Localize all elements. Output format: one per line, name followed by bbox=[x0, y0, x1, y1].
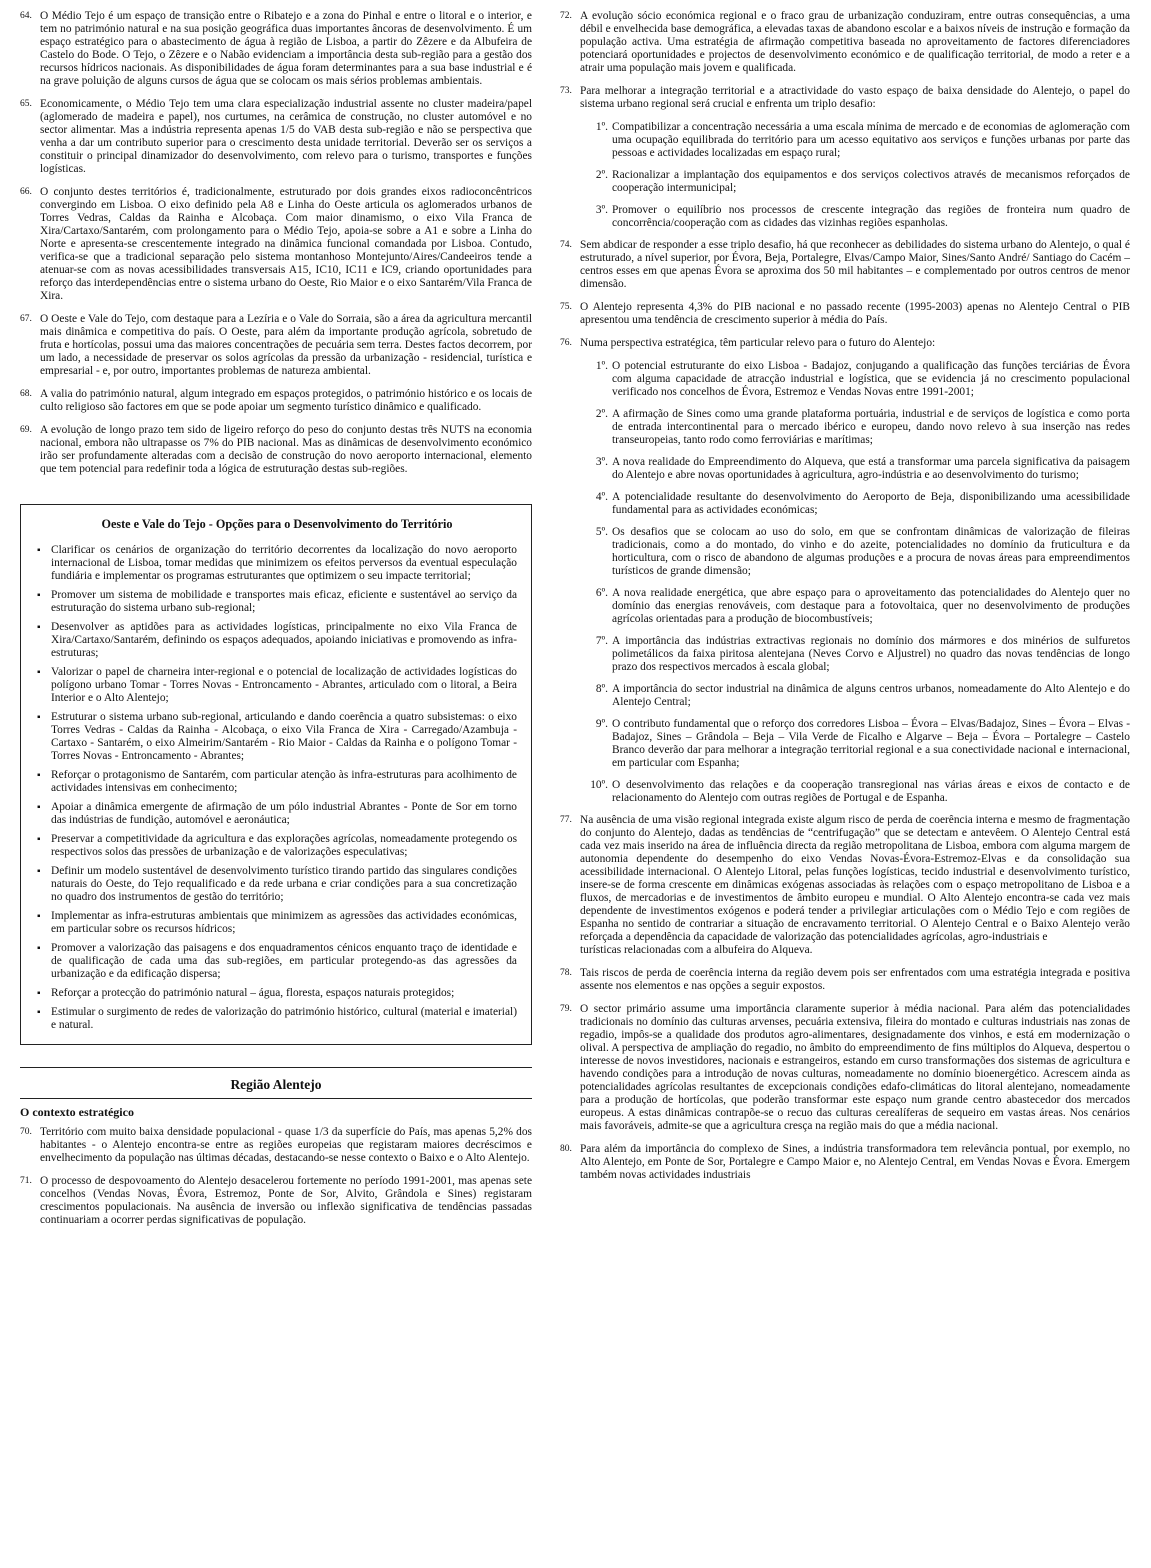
list-item-number: 8º. bbox=[595, 683, 608, 695]
section-divider bbox=[20, 1067, 532, 1068]
list-item-number: 2º. bbox=[595, 408, 608, 420]
right-column bbox=[560, 10, 1130, 1192]
box-bullet-item: ▪ Implementar as infra-estruturas ambientais que minimizem as agressões das actividades económicas, em particular sobre os recursos hídricos; bbox=[37, 910, 517, 936]
paragraph-number: 65. bbox=[20, 99, 32, 109]
paragraph-number: 67. bbox=[20, 314, 32, 324]
list-item bbox=[574, 683, 1130, 709]
paragraph-78 bbox=[560, 967, 1130, 993]
paragraph-text: Para além da importância do complexo de Sines, a indústria transformadora tem relevância pontual, por exemplo, no Alto Alentejo, em Ponte de Sor, Portalegre e Campo Maior e, no Alentejo Central, em Vendas Novas e Évora. Emergem também novas actividades industriais bbox=[580, 1143, 1130, 1181]
paragraph-text: Território com muito baixa densidade populacional - quase 1/3 da superfície do País, mas apenas 5,2% dos habitantes - o Alentejo encontra-se entre as regiões europeias que registaram maiores decréscimos e envelhecimento da população nas últimas décadas, destacando-se nesse contexto o Baixo e o Alto Alentejo. bbox=[40, 1126, 532, 1164]
box-title: Oeste e Vale do Tejo - Opções para o Desenvolvimento do Território bbox=[101, 517, 453, 531]
paragraph-number: 69. bbox=[20, 425, 32, 435]
paragraph-number: 77. bbox=[560, 815, 572, 825]
list-item-number: 2º. bbox=[595, 169, 608, 181]
box-bullet-item: ▪ Apoiar a dinâmica emergente de afirmação de um pólo industrial Abrantes - Ponte de Sor em torno das indústrias de fundição, automóvel e aeronáutica; bbox=[37, 801, 517, 827]
list-item-text: A importância das indústrias extractivas regionais no domínio dos mármores e dos minérios de sulfuretos polimetálicos da faixa piritosa alentejana (Neves Corvo e Aljustrel) no quadro das novas tendências de longo prazo dos respectivos mercados à escala global; bbox=[612, 635, 1130, 673]
list-item bbox=[574, 360, 1130, 399]
paragraph-75 bbox=[560, 301, 1130, 327]
left-paragraphs-2 bbox=[20, 1126, 532, 1227]
paragraph-text: Numa perspectiva estratégica, têm particular relevo para o futuro do Alentejo: bbox=[580, 337, 936, 349]
list-item bbox=[574, 456, 1130, 482]
paragraph-65 bbox=[20, 98, 532, 176]
list-item-text: Promover o equilíbrio nos processos de crescente integração das regiões de fronteira num quadro de concorrência/cooperação com as cidades das vizinhas regiões espanholas. bbox=[612, 204, 1130, 229]
paragraph-text: O Médio Tejo é um espaço de transição entre o Ribatejo e a zona do Pinhal e entre o litoral e o interior, e tem no património natural e na sua posição geográfica duas importantes âncoras de desenvolvimento. É um espaço estratégico para o abastecimento de água à região de Lisboa, a partir do Zêzere e da Albufeira de Castelo do Bode. O Tejo, o Zêzere e o Nabão evidenciam a importância desta sub-região para a gestão dos recursos hídricos nacionais. As disponibilidades de água foram determinantes para a sua base industrial e é na grave poluição de alguns cursos de água que se colocam os mais sérios problemas ambientais. bbox=[40, 10, 532, 87]
box-bullet-item: ▪ Promover a valorização das paisagens e dos enquadramentos cénicos enquanto traço de identidade e de qualificação de cada uma das sub-regiões, em particular protegendo-as das agressões da urbanização e da edificação dispersa; bbox=[37, 942, 517, 981]
list-item-number: 6º. bbox=[595, 587, 608, 599]
paragraph-text: O Oeste e Vale do Tejo, com destaque para a Lezíria e o Vale do Sorraia, são a área da agricultura mercantil mais dinâmica e competitiva do país. O Oeste, para além da importante produção agrícola, sobretudo de fruta e hortícolas, possui uma das maiores concentrações de pecuária sem terra. Destes factos decorrem, por um lado, a necessidade de preservar os solos agrícolas da pressão da urbanização - residencial, turística e empresarial - e, por outro, importantes problemas de natureza ambiental. bbox=[40, 313, 532, 377]
list-item-number: 3º. bbox=[595, 204, 608, 216]
paragraph-69 bbox=[20, 424, 532, 476]
paragraph-74 bbox=[560, 239, 1130, 291]
list-item bbox=[574, 204, 1130, 230]
paragraph-text: A evolução de longo prazo tem sido de ligeiro reforço do peso do conjunto destas três NUTS na economia nacional, embora não ultrapasse os 7% do PIB nacional. Mas as dinâmicas de desenvolvimento económico irão ser profundamente alteradas com a decisão de construção do novo aeroporto internacional, elemento que tem potencial para redefinir toda a lógica de estruturação destas sub-regiões. bbox=[40, 424, 532, 475]
section-subtitle: O contexto estratégico bbox=[20, 1098, 532, 1120]
box-bullet-item: ▪ Estruturar o sistema urbano sub-regional, articulando e dando coerência a quatro subsistemas: o eixo Torres Vedras - Caldas da Rainha - Alcobaça, o eixo Vila Franca de Xira - Carregado/Azambuja - Cartaxo - Santarém, o eixo Almeirim/Santarém - Rio Maior - Caldas da Rainha e o polígono Tomar - Torres Novas - Entroncamento - Abrantes; bbox=[37, 711, 517, 763]
paragraph-text: O conjunto destes territórios é, tradicionalmente, estruturado por dois grandes eixos radioconcêntricos convergindo em Lisboa. O eixo definido pela A8 e Linha do Oeste articula os aglomerados urbanos de Torres Vedras, Caldas da Rainha e Alcobaça. Com maior dinamismo, o eixo Vila Franca de Xira/Cartaxo/Santarém, com prolongamento para o Médio Tejo, apoia-se sobre a A1 e sobre a Linha do Norte e apresenta-se crescentemente integrado na dinâmica funcional comandada por Lisboa. Contudo, verifica-se que a tradicional separação pelo sistema montanhoso Montejunto/Aires/Candeeiros tende a atenuar-se com as novas acessibilidades transversais A15, IC10, IC11 e IC9, criando oportunidades para reforço das interdependências entre o sistema urbano do Oeste, Rio Maior e o eixo Santarém/Vila Franca de Xira. bbox=[40, 186, 532, 302]
list-item-text: A nova realidade energética, que abre espaço para o aproveitamento das potencialidades do Alentejo quer no domínio das energias renováveis, com destaque para a fotovoltaica, quer no desenvolvimento de produções agrícolas orientadas para a produção de biocombustíveis; bbox=[612, 587, 1130, 625]
paragraph-79 bbox=[560, 1003, 1130, 1133]
paragraph-66 bbox=[20, 186, 532, 303]
list-item-number: 4º. bbox=[595, 491, 608, 503]
paragraph-number: 72. bbox=[560, 11, 572, 21]
box-bullet-item: ▪ Clarificar os cenários de organização do território decorrentes da localização do novo aeroporto internacional de Lisboa, tomar medidas que minimizem os efeitos perversos da eventual especulação fundiária e implementar os programas estruturantes que optimizem o seu impacte territorial; bbox=[37, 544, 517, 583]
list-item bbox=[574, 408, 1130, 447]
paragraph-number: 76. bbox=[560, 338, 572, 348]
paragraph-text: O Alentejo representa 4,3% do PIB nacional e no passado recente (1995-2003) apenas no Alentejo Central o PIB apresentou uma tendência de crescimento superior à média do País. bbox=[580, 301, 1130, 326]
paragraph-number: 74. bbox=[560, 240, 572, 250]
list-item-text: A afirmação de Sines como uma grande plataforma portuária, industrial e de serviços de logística e como porta de entrada intercontinental para o mercado ibérico e europeu, dando novo relevo à sua inserção nas redes transeuropeias, tanto rodo como ferroviárias e marítimas; bbox=[612, 408, 1130, 446]
paragraph-67 bbox=[20, 313, 532, 378]
box-bullet-item: ▪ Desenvolver as aptidões para as actividades logísticas, principalmente no eixo Vila Franca de Xira/Cartaxo/Santarém, definindo os espaços adequados, apoiando iniciativas e promovendo as infra-estruturas; bbox=[37, 621, 517, 660]
paragraph-number: 79. bbox=[560, 1004, 572, 1014]
list-item bbox=[574, 526, 1130, 578]
left-paragraphs bbox=[20, 10, 532, 476]
list-item-text: A importância do sector industrial na dinâmica de alguns centros urbanos, nomeadamente do Alto Alentejo e do Alentejo Central; bbox=[612, 683, 1130, 708]
list-item bbox=[574, 121, 1130, 160]
paragraph-77 bbox=[560, 814, 1130, 957]
box-bullet-item: ▪ Preservar a competitividade da agricultura e das explorações agrícolas, nomeadamente protegendo os respectivos solos das pressões de urbanização e de valorizações especulativas; bbox=[37, 833, 517, 859]
list-item-number: 10º. bbox=[590, 779, 608, 791]
section-title: Região Alentejo bbox=[230, 1077, 322, 1092]
paragraph-number: 78. bbox=[560, 968, 572, 978]
list-item bbox=[574, 718, 1130, 770]
list-item-text: Racionalizar a implantação dos equipamentos e dos serviços colectivos através de mecanismos reforçados de cooperação intermunicipal; bbox=[612, 169, 1130, 194]
list-item-text: Compatibilizar a concentração necessária a uma escala mínima de mercado e de economias de aglomeração com uma ocupação equilibrada do território para um acesso equitativo aos serviços e funções urbanas por parte das pessoas e actividades localizadas em espaço rural; bbox=[612, 121, 1130, 159]
list-item-number: 5º. bbox=[595, 526, 608, 538]
list-item-text: O desenvolvimento das relações e da cooperação transregional nas várias áreas e eixos de contacto e de relacionamento do Alentejo com outras regiões de Portugal e de Espanha. bbox=[612, 779, 1130, 804]
paragraph-number: 68. bbox=[20, 389, 32, 399]
paragraph-text: O processo de despovoamento do Alentejo desacelerou fortemente no período 1991-2001, mas apenas sete concelhos (Vendas Novas, Évora, Estremoz, Ponte de Sor, Alvito, Grândola e Sines) registaram crescimentos populacionais. Na ausência de inversão ou inflexão significativa de tendências passadas continuariam a ocorrer perdas significativas de população. bbox=[40, 1175, 532, 1226]
paragraph-number: 64. bbox=[20, 11, 32, 21]
paragraph-text: A valia do património natural, algum integrado em espaços protegidos, o património histórico e os locais de culto religioso são factores em que se pode apoiar um segmento turístico dinâmico e qualificado. bbox=[40, 388, 532, 413]
paragraph-73-items bbox=[560, 121, 1130, 230]
list-item bbox=[574, 587, 1130, 626]
list-item bbox=[574, 635, 1130, 674]
box-bullet-item: ▪ Reforçar a protecção do património natural – água, floresta, espaços naturais protegidos; bbox=[37, 987, 517, 1000]
paragraph-text: Tais riscos de perda de coerência interna da região devem pois ser enfrentados com uma estratégia integrada e positiva assente nos elementos e nas opções a seguir expostos. bbox=[580, 967, 1130, 992]
list-item bbox=[574, 491, 1130, 517]
paragraph-76-items bbox=[560, 360, 1130, 805]
box-bullet-item: ▪ Reforçar o protagonismo de Santarém, com particular atenção às infra-estruturas para acolhimento de actividades intensivas em conhecimento; bbox=[37, 769, 517, 795]
paragraph-71 bbox=[20, 1175, 532, 1227]
box-bullet-item: ▪ Valorizar o papel de charneira inter-regional e o potencial de localização de actividades logísticas do polígono urbano Tomar - Torres Novas - Entroncamento - Abrantes, articulado com o litoral, a Beira Interior e o Alto Alentejo; bbox=[37, 666, 517, 705]
list-item-number: 9º. bbox=[595, 718, 608, 730]
paragraph-number: 71. bbox=[20, 1176, 32, 1186]
list-item-number: 1º. bbox=[595, 121, 608, 133]
list-item-number: 1º. bbox=[595, 360, 608, 372]
paragraph-number: 70. bbox=[20, 1127, 32, 1137]
paragraph-76 bbox=[560, 337, 1130, 350]
paragraph-64 bbox=[20, 10, 532, 88]
box-bullet-list bbox=[37, 544, 517, 1032]
box-bullet-item: ▪ Definir um modelo sustentável de desenvolvimento turístico tirando partido das singulares condições naturais do Oeste, do Tejo requalificado e da rede urbana e criar condições para a sua concretização no quadro dos instrumentos de gestão do território; bbox=[37, 865, 517, 904]
paragraph-72 bbox=[560, 10, 1130, 75]
box-bullet-item: ▪ Estimular o surgimento de redes de valorização do património histórico, cultural (material e imaterial) e natural. bbox=[37, 1006, 517, 1032]
paragraph-text: Economicamente, o Médio Tejo tem uma clara especialização industrial assente no cluster madeira/papel (aglomerado de madeira e papel), nos curtumes, na cerâmica de construção, no cluster automóvel e no sector alimentar. Mas a indústria representa apenas 1/5 do VAB desta sub-região e não se perspectiva que venha a dar um contributo superior para o crescimento desta unidade territorial. Deverão ser os serviços a constituir o principal dinamizador do desenvolvimento, com relevo para o turismo, transportes e funções logísticas. bbox=[40, 98, 532, 175]
paragraph-73 bbox=[560, 85, 1130, 111]
list-item-text: Os desafios que se colocam ao uso do solo, em que se confrontam dinâmicas de valorização de fileiras tradicionais, como a do montado, do vinho e do azeite, potencialidades no domínio da fruticultura e da horticultura, com o risco de abandono de algumas produções e a procura de novas áreas para empreendimentos turísticos de grande dimensão; bbox=[612, 526, 1130, 577]
paragraph-text: O sector primário assume uma importância claramente superior à média nacional. Para além das potencialidades tradicionais no domínio das culturas arvenses, pecuária extensiva, fileira do montado e culturas industriais nas zonas de regadio, impôs-se a qualidade dos produtos agro-alimentares, designadamente dos vinhos, e está em modernização o olival. A perspectiva de ampliação do regadio, no âmbito do empreendimento de fins múltiplos do Alqueva, despertou o interesse de novos investidores, nacionais e estrangeiros, estando em curso transformações dos sistemas de agricultura e havendo condições para a introdução de novas culturas, nomeadamente no domínio bioenergético. Acrescem ainda as potencialidades agrícolas resultantes de excepcionais condições edafo-climáticas do litoral alentejano, nomeadamente para a produção de hortícolas, que poderão transformar este espaço num grande centro abastecedor dos mercados europeus. A estas dinâmicas contrapõe-se o recuo das culturas cerealíferas de sequeiro em vastas áreas. Nos cenários mais favoráveis, admite-se que a agricultura cresça na região mais do que a média nacional. bbox=[580, 1003, 1130, 1132]
paragraph-80 bbox=[560, 1143, 1130, 1182]
paragraph-68 bbox=[20, 388, 532, 414]
list-item-text: A nova realidade do Empreendimento do Alqueva, que está a transformar uma parcela significativa da paisagem do Alentejo e abre novas oportunidades à agricultura, agro-indústria e ao desenvolvimento do turismo; bbox=[612, 456, 1130, 481]
paragraph-text: Sem abdicar de responder a esse triplo desafio, há que reconhecer as debilidades do sistema urbano do Alentejo, o qual é estruturado, a nível superior, por Évora, Beja, Portalegre, Elvas/Campo Maior, Sines/Santo André/ Santiago do Cacém – centros esses em que apenas Évora se aproxima dos 50 mil habitantes – e complementado por outros centros de menor dimensão. bbox=[580, 239, 1130, 290]
paragraph-number: 80. bbox=[560, 1144, 572, 1154]
list-item bbox=[574, 779, 1130, 805]
list-item-number: 3º. bbox=[595, 456, 608, 468]
paragraph-number: 66. bbox=[20, 187, 32, 197]
paragraph-70 bbox=[20, 1126, 532, 1165]
box-bullet-item: ▪ Promover um sistema de mobilidade e transportes mais eficaz, eficiente e sustentável ao serviço da estruturação do sistema urbano sub-regional; bbox=[37, 589, 517, 615]
list-item bbox=[574, 169, 1130, 195]
paragraph-text: Para melhorar a integração territorial e a atractividade do vasto espaço de baixa densidade do Alentejo, o papel do sistema urbano regional será crucial e enfrenta um triplo desafio: bbox=[580, 85, 1130, 110]
list-item-text: O contributo fundamental que o reforço dos corredores Lisboa – Évora – Elvas/Badajoz, Sines – Évora – Elvas - Badajoz, Sines – Grândola – Beja – Vila Verde de Ficalho e Algarve – Beja – Évora – Portalegre – Castelo Branco deverão dar para melhorar a integração territorial regional e a sua conectividade nacional e internacional, em particular com Espanha; bbox=[612, 718, 1130, 769]
paragraph-text: A evolução sócio económica regional e o fraco grau de urbanização conduziram, entre outras consequências, a uma débil e envelhecida base demográfica, a elevadas taxas de abandono escolar e a baixos níveis de instrução e formação da população activa. Uma estratégia de afirmação competitiva baseada no aproveitamento de factores diferenciadores potenciará oportunidades e projectos de desenvolvimento económico e de qualificação territorial, de modo a reter e a atrair uma população mais jovem e qualificada. bbox=[580, 10, 1130, 74]
list-item-number: 7º. bbox=[595, 635, 608, 647]
list-item-text: O potencial estruturante do eixo Lisboa - Badajoz, conjugando a qualificação das funções terciárias de Évora com alguma capacidade de atracção industrial e logística, que se evidencia já no crescimento populacional verificado nos concelhos de Évora, Estremoz e Vendas Novas entre 1991-2001; bbox=[612, 360, 1130, 398]
paragraph-number: 73. bbox=[560, 86, 572, 96]
paragraph-77-cut-line: turísticas relacionadas com a albufeira do Alqueva. bbox=[580, 944, 813, 956]
options-box bbox=[20, 504, 532, 1045]
list-item-text: A potencialidade resultante do desenvolvimento do Aeroporto de Beja, disponibilizando uma acessibilidade fundamental para as actividades económicas; bbox=[612, 491, 1130, 516]
paragraph-number: 75. bbox=[560, 302, 572, 312]
paragraph-text: Na ausência de uma visão regional integrada existe algum risco de perda de coerência interna e mesmo de fragmentação do conjunto do Alentejo, dadas as tendências de “centrifugação” que se detectam e antevêem. O Alentejo Central está cada vez mais inserido na área de influência directa da região metropolitana de Lisboa, embora com alguma margem de autonomia dependente do desempenho do eixo Vendas Novas-Évora-Estremoz-Elvas e da consolidação sua acessibilidade internacional. O Alentejo Litoral, pelas funções logísticas, tecido industrial e desenvolvimento turístico, insere-se de forma crescente em dinâmicas exógenas associadas às relações com o espaço metropolitano de Lisboa e a fluxos, de mercadorias e de investimentos de âmbito europeu e mundial. O Alto Alentejo encontra-se cada vez mais dependente de investimentos exógenos e poderá tender a privilegiar articulações com o Médio Tejo e com regiões de Espanha no sentido de contrariar a situação de encravamento territorial. O Alentejo Central e o Baixo Alentejo verão reforçada a dependência da capacidade de valorização das potencialidades agrícolas, agro-industriais e bbox=[580, 814, 1130, 943]
left-column bbox=[20, 10, 532, 1237]
